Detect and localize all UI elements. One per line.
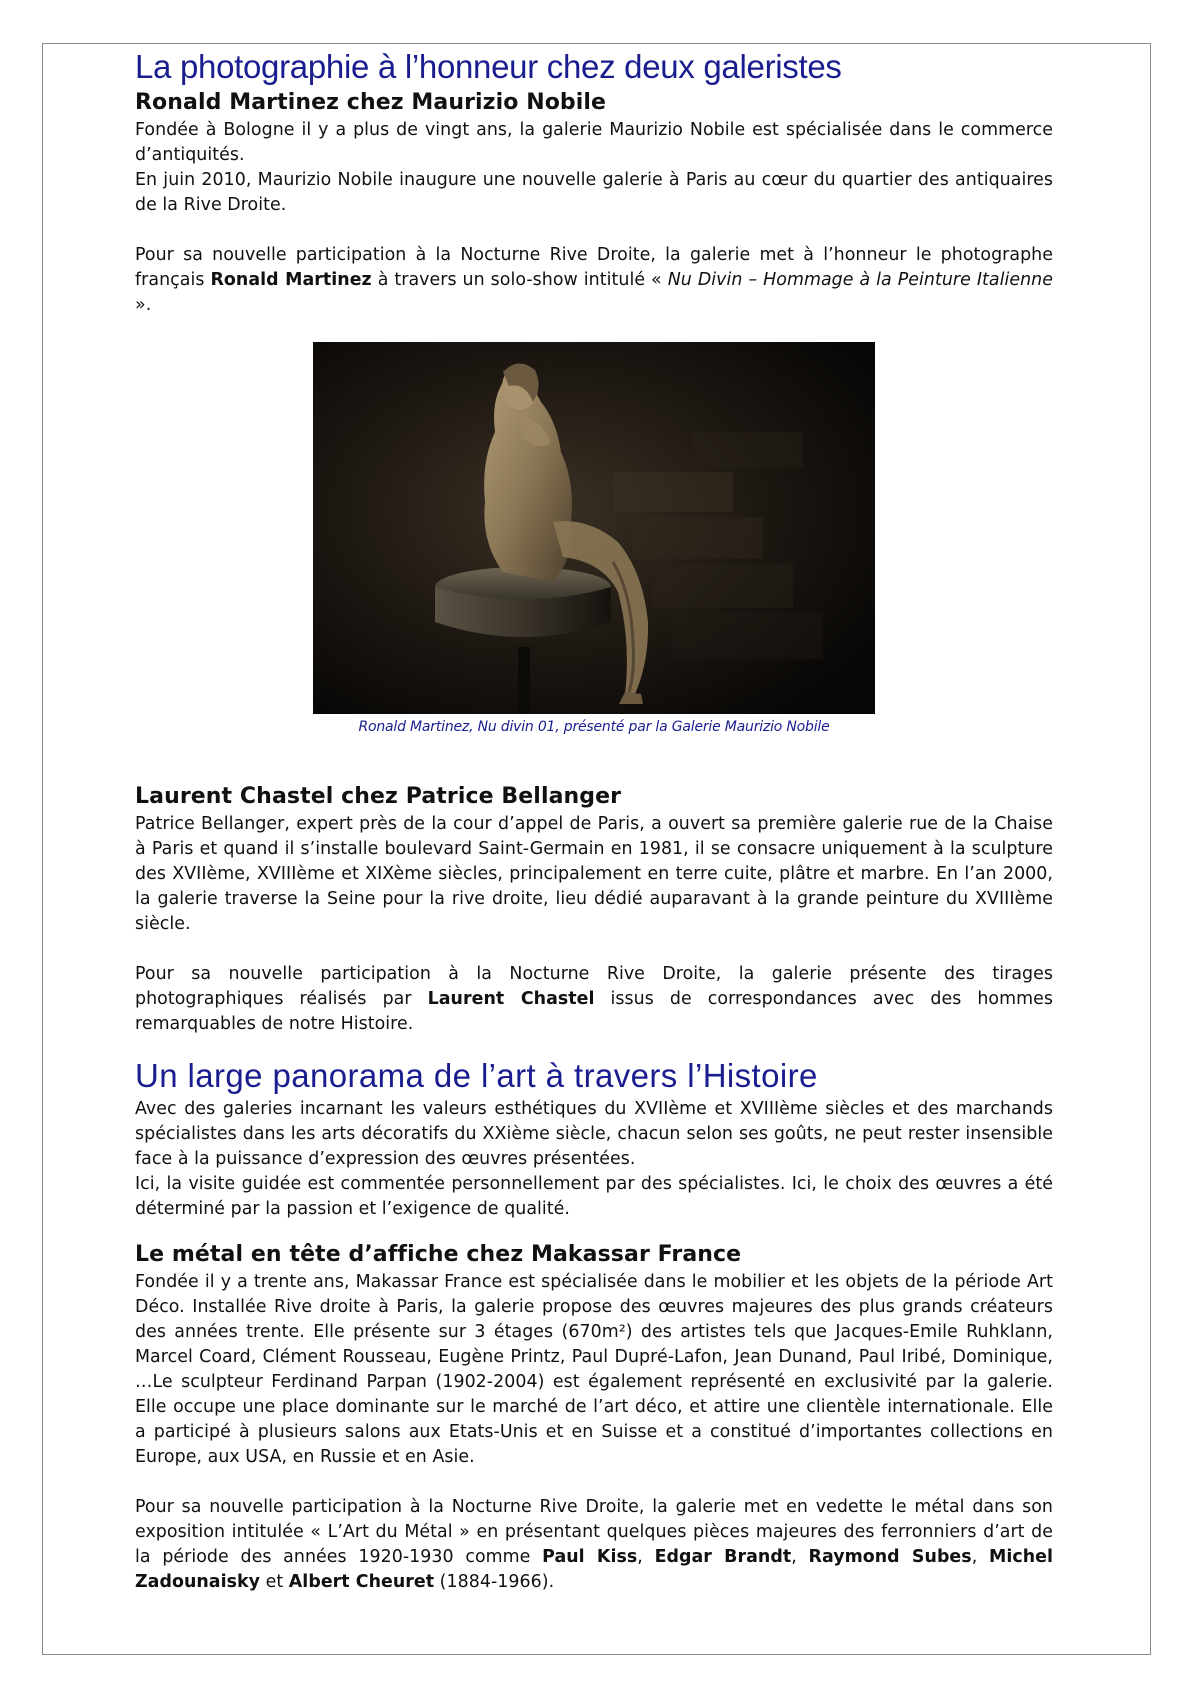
text-june-2010: En juin 2010, Maurizio Nobile inaugure une nouvelle galerie à Paris au cœur du quartier des antiquaires de la Rive Droite. (135, 170, 1053, 215)
name-ronald-martinez: Ronald Martinez (210, 270, 372, 290)
text-founded-bologne: Fondée à Bologne il y a plus de vingt ans, la galerie Maurizio Nobile est spécialisée dans le commerce d’antiquités. (135, 120, 1053, 165)
heading-ronald-martinez: Ronald Martinez chez Maurizio Nobile (135, 90, 607, 115)
name-paul-kiss: Paul Kiss (542, 1547, 638, 1567)
section-title-panorama: Un large panorama de l’art à travers l’Histoire (135, 1057, 818, 1094)
text-run: , (791, 1547, 809, 1567)
document-body (135, 46, 1053, 1595)
photo-caption: Ronald Martinez, Nu divin 01, présenté par la Galerie Maurizio Nobile (358, 719, 830, 735)
paragraph-nocturne-participation-2 (135, 962, 1053, 1037)
text-run: Pour sa nouvelle participation à la Nocturne Rive Droite, la galerie met en vedette le métal dans son exposition intitulée « L’Art du Métal » en présentant quelques pièces majeures des ferronniers d’art de la période des années 1920-1930 comme (135, 1497, 1053, 1567)
text-visite-guidee: Ici, la visite guidée est commentée personnellement par des spécialistes. Ici, le choix des œuvres a été déterminé par la passion et l’exigence de qualité. (135, 1174, 1053, 1219)
paragraph-nocturne-participation-1 (135, 243, 1053, 318)
photo-illustration (313, 342, 875, 714)
text-run: à travers un solo-show intitulé « (371, 270, 668, 290)
section-title-photography: La photographie à l’honneur chez deux galeristes (135, 48, 842, 85)
name-raymond-subes: Raymond Subes (808, 1547, 972, 1567)
paragraph-panorama-intro (135, 1097, 1053, 1222)
heading-laurent-chastel: Laurent Chastel chez Patrice Bellanger (135, 784, 622, 809)
exhibition-title-nu-divin: Nu Divin – Hommage à la Peinture Italienne (667, 270, 1054, 290)
text-run: , (971, 1547, 989, 1567)
text-run: (1884-1966). (434, 1572, 555, 1592)
text-run: issus de correspondances avec des hommes remarquables de notre Histoire. (135, 989, 1053, 1034)
name-michel-zadounaisky: Michel Zadounaisky (135, 1547, 1054, 1592)
text-run: et (260, 1572, 289, 1592)
text-galeries-esthetiques: Avec des galeries incarnant les valeurs esthétiques du XVIIème et XVIIIème siècles et des marchands spécialistes dans les arts décoratifs du XXième siècle, chacun selon ses goûts, ne peut rester insensible face à la puissance d’expression des œuvres présentées. (135, 1099, 1053, 1169)
paragraph-makassar-history: Fondée il y a trente ans, Makassar France est spécialisée dans le mobilier et les objets de la période Art Déco. Installée Rive droite à Paris, la galerie propose des œuvres majeures des plus grands créateurs des années trente. Elle présente sur 3 étages (670m²) des artistes tels que Jacques-Emile Ruhklann, Marcel Coard, Clément Rousseau, Eugène Printz, Paul Dupré-Lafon, Jean Dunand, Paul Iribé, Dominique, …Le sculpteur Ferdinand Parpan (1902-2004) est également représenté en exclusivité par la galerie. Elle occupe une place dominante sur le marché de l’art déco, et attire une clientèle internationale. Elle a participé à plusieurs salons aux Etats-Unis et en Suisse et a constitué d’importantes collections en Europe, aux USA, en Russie et en Asie. (135, 1272, 1053, 1467)
text-run: Pour sa nouvelle participation à la Nocturne Rive Droite, la galerie met à l’honneur le photographe français (135, 245, 1053, 290)
paragraph-nocturne-participation-3 (135, 1495, 1053, 1595)
paragraph-maurizio-nobile-history (135, 118, 1053, 218)
paragraph-patrice-bellanger-history: Patrice Bellanger, expert près de la cour d’appel de Paris, a ouvert sa première galerie rue de la Chaise à Paris et quand il s’installe boulevard Saint-Germain en 1981, il se consacre uniquement à la sculpture des XVIIème, XVIIIème et XIXème siècles, principalement en terre cuite, plâtre et marbre. En l’an 2000, la galerie traverse la Seine pour la rive droite, lieu dédié auparavant à la grande peinture du XVIIIème siècle. (135, 814, 1053, 934)
text-run: , (637, 1547, 655, 1567)
heading-makassar-france: Le métal en tête d’affiche chez Makassar France (135, 1242, 742, 1267)
name-laurent-chastel: Laurent Chastel (427, 989, 595, 1009)
photo-figure (313, 342, 875, 736)
name-edgar-brandt: Edgar Brandt (654, 1547, 792, 1567)
text-run: Pour sa nouvelle participation à la Nocturne Rive Droite, la galerie présente des tirages photographiques réalisés par (135, 964, 1053, 1009)
photo-nu-divin (313, 342, 875, 714)
name-albert-cheuret: Albert Cheuret (288, 1572, 435, 1592)
text-run: ». (135, 295, 152, 315)
